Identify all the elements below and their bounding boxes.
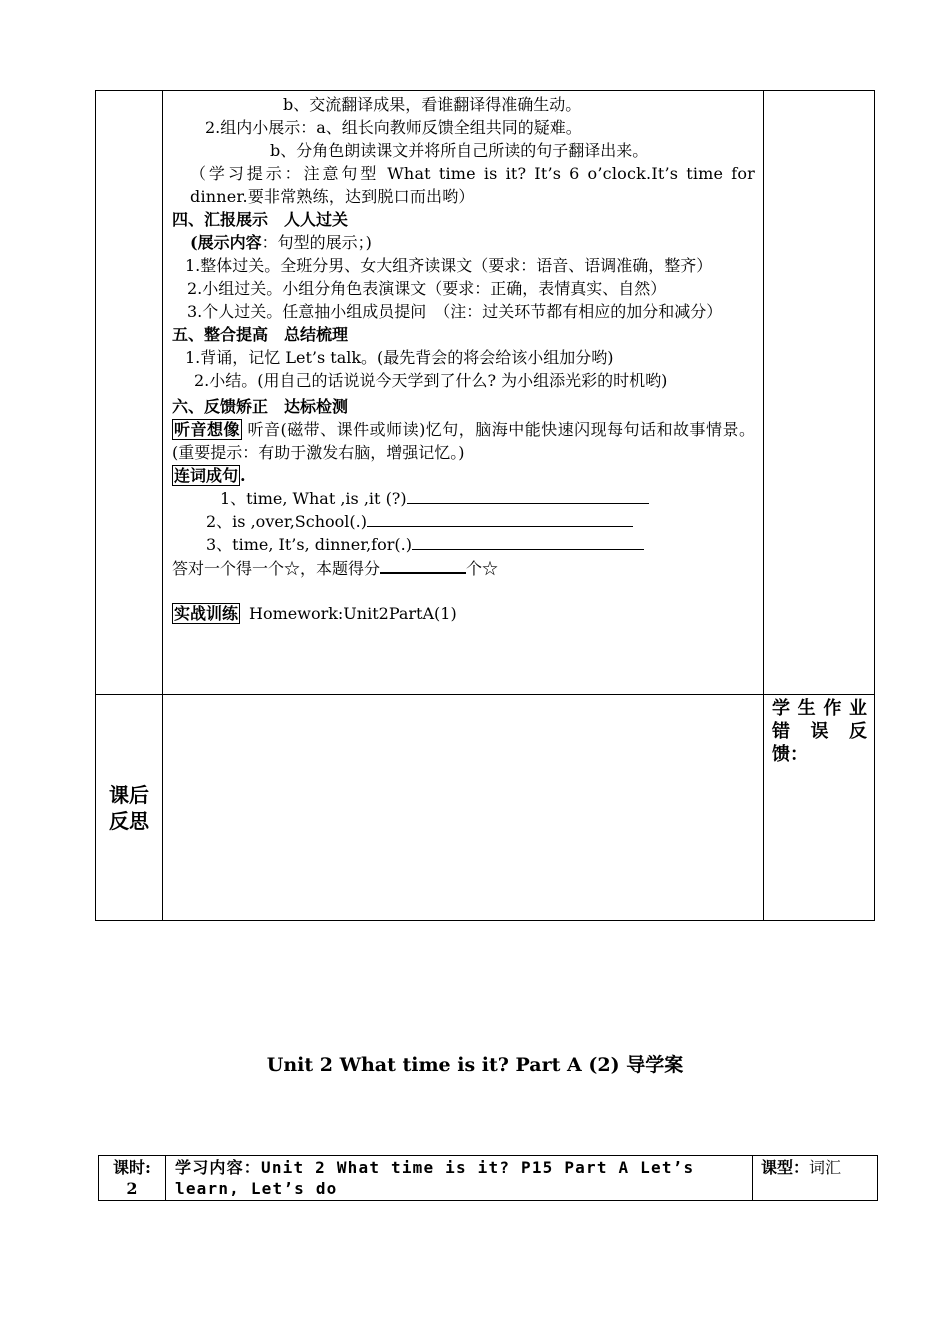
score-unit: 个☆ bbox=[466, 559, 499, 578]
text-line: 1.整体过关。全班分男、女大组齐读课文（要求：语音、语调准确，整齐） bbox=[185, 256, 713, 275]
reflection-content-cell bbox=[163, 695, 764, 921]
feedback-char: 错 bbox=[772, 721, 790, 742]
feedback-char: 作 bbox=[823, 698, 842, 719]
activity-content-cell bbox=[163, 91, 764, 695]
exercise-1-text: 1、time, What ,is ,it (?) bbox=[220, 489, 407, 508]
connect-words-label: 连词成句 bbox=[174, 466, 239, 485]
listen-imagine-line bbox=[172, 418, 755, 464]
text-line: 2.小组过关。小组分角色表演课文（要求：正确，表情真实、自然） bbox=[187, 279, 667, 298]
feedback-char: 业 bbox=[848, 698, 867, 719]
study-tip: （学习提示：注意句型 What time is it? It’s 6 o’clock.It’s time for dinner.要非常熟练，达到脱口而出哟） bbox=[190, 164, 755, 206]
practice-label: 实战训练 bbox=[174, 604, 239, 623]
reflection-label-line-2: 反思 bbox=[109, 808, 149, 833]
period-label: 课时: bbox=[113, 1158, 151, 1177]
empty-left-cell bbox=[96, 91, 163, 695]
lesson-type-value: 词汇 bbox=[809, 1158, 842, 1177]
practice-line bbox=[172, 602, 755, 625]
section-heading-4: 四、汇报展示 人人过关 bbox=[172, 210, 349, 229]
feedback-line-1 bbox=[772, 697, 867, 720]
answer-blank bbox=[407, 487, 649, 504]
listen-imagine-text: 听音(磁带、课件或师读)忆句，脑海中能快速闪现每句话和故事情景。(重要提示：有助于激发右脑，增强记忆。) bbox=[172, 420, 755, 462]
text-line: b、交流翻译成果，看谁翻译得准确生动。 bbox=[283, 95, 582, 114]
exercise-2 bbox=[172, 510, 755, 533]
exercise-1 bbox=[172, 487, 755, 510]
period-value: 2 bbox=[126, 1179, 138, 1198]
activity-row bbox=[96, 91, 875, 695]
lesson-plan-table bbox=[95, 90, 875, 921]
lesson-type-cell bbox=[753, 1156, 878, 1201]
connect-words-dot: . bbox=[240, 466, 246, 485]
text-line: 1.背诵，记忆 Let’s talk。(最先背会的将会给该小组加分哟) bbox=[185, 348, 614, 367]
listen-imagine-label: 听音想像 bbox=[174, 420, 240, 439]
answer-blank bbox=[367, 510, 633, 527]
reflection-row bbox=[96, 695, 875, 921]
period-cell bbox=[99, 1156, 166, 1201]
answer-blank bbox=[412, 533, 644, 550]
exercise-2-text: 2、is ,over,School(.) bbox=[206, 512, 367, 531]
study-content-cell: 学习内容：Unit 2 What time is it? P15 Part A Let’s learn, Let’s do bbox=[166, 1156, 753, 1201]
show-content-label: (展示内容 bbox=[190, 233, 262, 252]
feedback-line-2 bbox=[772, 720, 867, 743]
practice-text: Homework:Unit2PartA(1) bbox=[249, 604, 457, 623]
feedback-line-3: 馈： bbox=[772, 744, 808, 765]
lesson-type-label: 课型： bbox=[761, 1158, 810, 1177]
feedback-char: 学 bbox=[772, 698, 790, 719]
section-heading-6: 六、反馈矫正 达标检测 bbox=[172, 397, 349, 416]
feedback-char: 反 bbox=[849, 721, 867, 742]
text-line: 2.组内小展示：a、组长向教师反馈全组共同的疑难。 bbox=[205, 118, 582, 137]
homework-feedback-cell bbox=[764, 695, 875, 921]
text-line: 3.个人过关。任意抽小组成员提问 （注：过关环节都有相应的加分和减分） bbox=[187, 302, 723, 321]
text-line: b、分角色朗读课文并将所自己所读的句子翻译出来。 bbox=[270, 141, 649, 160]
connect-words-line bbox=[172, 464, 755, 487]
score-blank bbox=[380, 556, 466, 574]
show-content-text: ：句型的展示；) bbox=[261, 233, 372, 252]
text-line: 2.小结。(用自己的话说说今天学到了什么? 为小组添光彩的时机哟) bbox=[194, 371, 668, 390]
exercise-3 bbox=[172, 533, 755, 556]
score-text: 答对一个得一个☆，本题得分 bbox=[172, 559, 381, 578]
feedback-char: 误 bbox=[810, 721, 829, 742]
reflection-label-line-1: 课后 bbox=[109, 782, 149, 807]
exercise-3-text: 3、time, It’s, dinner,for(.) bbox=[206, 535, 412, 554]
lesson-info-table bbox=[98, 1155, 878, 1201]
lesson-info-row bbox=[99, 1156, 878, 1201]
reflection-label-cell bbox=[96, 695, 163, 921]
page-title: Unit 2 What time is it? Part A (2) 导学案 bbox=[266, 1054, 684, 1076]
spacer bbox=[172, 580, 755, 602]
empty-right-cell bbox=[764, 91, 875, 695]
score-line bbox=[172, 556, 755, 580]
show-content-line bbox=[172, 231, 755, 254]
feedback-char: 生 bbox=[797, 698, 816, 719]
section-heading-5: 五、整合提高 总结梳理 bbox=[172, 325, 349, 344]
